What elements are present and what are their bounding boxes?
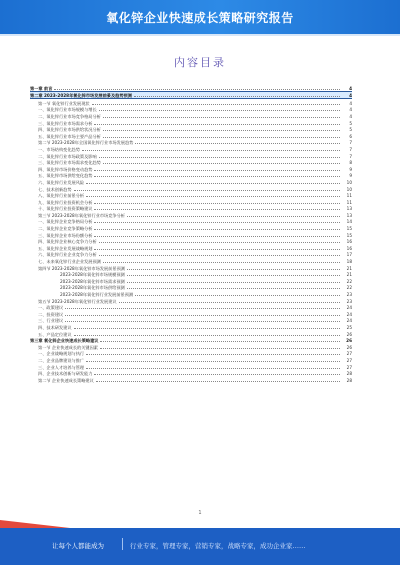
toc-entry-label: 四、氧化锌企业核心竞争力分析 bbox=[38, 239, 97, 245]
toc-entry-label: 三、氧化锌企业市场份额分析 bbox=[38, 232, 93, 238]
toc-leader-dots bbox=[99, 241, 340, 243]
toc-entry[interactable] bbox=[30, 290, 352, 297]
toc-entry-page: 22 bbox=[346, 285, 352, 291]
toc-entry-page: 23 bbox=[346, 292, 352, 297]
toc-leader-dots bbox=[86, 367, 340, 369]
toc-entry-label: 七、技术创新趋势 bbox=[38, 186, 72, 192]
toc-leader-dots bbox=[127, 287, 340, 289]
toc-entry[interactable] bbox=[30, 224, 352, 231]
toc-leader-dots bbox=[96, 380, 340, 382]
toc-entry-page: 9 bbox=[349, 173, 352, 179]
toc-entry-label: 九、氧化锌行业投资机会分析 bbox=[38, 199, 93, 205]
toc-entry-page: 23 bbox=[346, 298, 352, 304]
toc-leader-dots bbox=[94, 169, 340, 171]
toc-leader-dots bbox=[82, 149, 340, 151]
toc-leader-dots bbox=[119, 301, 340, 303]
toc-entry-page: 16 bbox=[346, 245, 352, 251]
toc-entry[interactable] bbox=[30, 192, 352, 199]
report-title: 氧化锌企业快速成长策略研究报告 bbox=[106, 11, 294, 25]
toc-entry-label: 四、氧化锌行业市场供给状况分析 bbox=[38, 127, 101, 133]
toc-leader-dots bbox=[94, 202, 340, 204]
toc-leader-dots bbox=[86, 195, 340, 197]
toc-entry-label: 六、氧化锌行业发展风险 bbox=[38, 179, 85, 185]
toc-entry-page: 25 bbox=[346, 324, 352, 330]
toc-entry-label: 第五节 2023-2028年氧化锌行业发展建议 bbox=[38, 298, 117, 304]
toc-leader-dots bbox=[86, 182, 340, 184]
toc-entry-label: 五、产品定位建议 bbox=[38, 331, 72, 337]
toc-leader-dots bbox=[103, 162, 340, 164]
toc-entry[interactable] bbox=[30, 218, 352, 225]
toc-entry[interactable] bbox=[30, 244, 352, 251]
toc-entry-page: 4 bbox=[349, 100, 352, 106]
toc-leader-dots bbox=[54, 88, 340, 90]
toc-entry-page: 24 bbox=[346, 311, 352, 317]
toc-entry[interactable] bbox=[30, 91, 352, 100]
toc-leader-dots bbox=[94, 248, 340, 250]
toc-entry[interactable] bbox=[30, 84, 352, 91]
toc-entry[interactable] bbox=[30, 343, 352, 350]
toc-leader-dots bbox=[65, 320, 340, 322]
toc-entry-label: 第一章 前言 bbox=[30, 85, 53, 91]
toc-entry-page: 11 bbox=[346, 199, 352, 205]
toc-entry-page: 11 bbox=[346, 193, 352, 199]
toc-entry-page: 27 bbox=[346, 351, 352, 357]
toc-entry[interactable] bbox=[30, 277, 352, 284]
toc-entry[interactable] bbox=[30, 231, 352, 238]
toc-entry[interactable] bbox=[30, 284, 352, 291]
toc-entry-label: 十、氧化锌行业投资策略建议 bbox=[38, 206, 93, 212]
toc-entry-label: 一、市场结构变化趋势 bbox=[38, 146, 80, 152]
toc-entry[interactable] bbox=[30, 178, 352, 185]
toc-heading: 内容目录 bbox=[174, 56, 226, 69]
toc-entry-page: 4 bbox=[349, 85, 352, 91]
footer-divider bbox=[122, 538, 123, 550]
toc-leader-dots bbox=[94, 208, 340, 210]
toc-entry-label: 2023-2028年氧化锌市场规模预测 bbox=[60, 272, 125, 278]
toc-entry-page: 6 bbox=[349, 133, 352, 139]
toc-entry[interactable] bbox=[30, 304, 352, 311]
toc-entry[interactable] bbox=[30, 112, 352, 119]
toc-entry[interactable] bbox=[30, 99, 352, 106]
toc-leader-dots bbox=[65, 314, 340, 316]
toc-entry-page: 16 bbox=[346, 239, 352, 245]
toc-leader-dots bbox=[74, 189, 340, 191]
toc-entry-label: 一、氧化锌行业市场规模与增长 bbox=[38, 107, 97, 113]
toc-entry[interactable] bbox=[30, 205, 352, 212]
toc-entry-label: 三、氧化锌行业市场需求变化趋势 bbox=[38, 160, 101, 166]
toc-leader-dots bbox=[74, 334, 340, 336]
toc-entry-page: 15 bbox=[346, 226, 352, 232]
toc-entry-label: 三、企业人才培养与管理 bbox=[38, 364, 85, 370]
toc-entry[interactable] bbox=[30, 264, 352, 271]
toc-entry-page: 14 bbox=[346, 219, 352, 225]
toc-entry[interactable] bbox=[30, 185, 352, 192]
toc-entry-page: 22 bbox=[346, 278, 352, 284]
toc-entry-page: 28 bbox=[346, 371, 352, 377]
toc-entry-label: 2023-2028年氧化锌行业发展前景预测 bbox=[60, 292, 134, 297]
header-divider bbox=[0, 34, 400, 36]
toc-entry[interactable] bbox=[30, 323, 352, 330]
toc-leader-dots bbox=[100, 340, 340, 342]
toc-entry-page: 8 bbox=[349, 160, 352, 166]
toc-entry-label: 第二章 2023-2028年氧化锌市场发展前景及趋势预测 bbox=[30, 93, 132, 99]
header-band bbox=[0, 0, 400, 34]
toc-leader-dots bbox=[94, 373, 340, 375]
toc-entry-label: 六、氧化锌行业企业竞争力分析 bbox=[38, 252, 97, 258]
toc-entry[interactable] bbox=[30, 238, 352, 245]
toc-entry-label: 三、行业建议 bbox=[38, 318, 64, 324]
toc-entry-label: 第二节 企业快速成长策略建议 bbox=[38, 377, 94, 383]
toc-entry[interactable] bbox=[30, 317, 352, 324]
toc-entry-label: 二、企业品牌建设与推广 bbox=[38, 357, 85, 363]
toc-leader-dots bbox=[94, 175, 340, 177]
toc-entry[interactable] bbox=[30, 363, 352, 370]
toc-entry-page: 13 bbox=[346, 206, 352, 212]
toc-leader-dots bbox=[127, 215, 340, 217]
toc-entry[interactable] bbox=[30, 356, 352, 363]
toc-leader-dots bbox=[94, 123, 340, 125]
toc-leader-dots bbox=[86, 360, 340, 362]
toc-entry[interactable] bbox=[30, 337, 352, 344]
toc-entry-label: 2023-2028年氧化锌市场供给预测 bbox=[60, 285, 125, 291]
toc-entry-label: 二、氧化锌行业市场竞争格局分析 bbox=[38, 113, 101, 119]
toc-entry-page: 24 bbox=[346, 318, 352, 324]
toc-leader-dots bbox=[99, 254, 340, 256]
toc-entry-page: 13 bbox=[346, 212, 352, 218]
toc-entry[interactable] bbox=[30, 257, 352, 264]
toc-entry-label: 第一节 企业快速成长的关键因素 bbox=[38, 344, 98, 350]
toc-leader-dots bbox=[135, 142, 340, 144]
toc-entry-label: 二、氧化锌企业竞争策略分析 bbox=[38, 226, 93, 232]
toc-entry-label: 第三章 氧化锌企业快速成长策略建议 bbox=[30, 338, 99, 344]
toc-leader-dots bbox=[94, 228, 340, 230]
toc-entry[interactable] bbox=[30, 330, 352, 337]
toc-entry-page: 27 bbox=[346, 364, 352, 370]
toc-entry-page: 17 bbox=[346, 252, 352, 258]
toc-entry[interactable] bbox=[30, 211, 352, 218]
toc-entry-label: 五、氧化锌企业发展战略规划 bbox=[38, 245, 93, 251]
toc-leader-dots bbox=[103, 129, 340, 131]
toc-entry-page: 24 bbox=[346, 305, 352, 311]
toc-entry[interactable] bbox=[30, 126, 352, 133]
toc-entry[interactable] bbox=[30, 119, 352, 126]
toc-leader-dots bbox=[99, 109, 340, 111]
toc-entry-label: 一、政策建议 bbox=[38, 305, 64, 311]
toc-leader-dots bbox=[74, 327, 340, 329]
toc-entry-label: 一、企业战略规划与执行 bbox=[38, 351, 85, 357]
toc-entry[interactable] bbox=[30, 376, 352, 383]
toc-entry[interactable] bbox=[30, 139, 352, 146]
toc-entry[interactable] bbox=[30, 198, 352, 205]
toc-entry-page: 4 bbox=[349, 113, 352, 119]
page-number: 1 bbox=[198, 510, 202, 516]
toc-entry-page: 10 bbox=[346, 186, 352, 192]
toc-leader-dots bbox=[92, 103, 340, 105]
toc-entry-page: 21 bbox=[346, 265, 352, 271]
toc-entry-page: 7 bbox=[349, 146, 352, 152]
toc-entry-page: 18 bbox=[346, 259, 352, 265]
toc-leader-dots bbox=[86, 353, 340, 355]
toc-entry-label: 二、投资建议 bbox=[38, 311, 64, 317]
toc-entry-label: 四、技术研发建议 bbox=[38, 324, 72, 330]
toc-entry-label: 五、氧化锌市场供给变化趋势 bbox=[38, 173, 93, 179]
toc-entry[interactable] bbox=[30, 172, 352, 179]
toc-entry-label: 第四节 2023-2028年氧化锌市场发展前景预测 bbox=[38, 265, 125, 271]
footer-slogan: 让每个人都能成为 bbox=[52, 542, 104, 550]
toc-entry-label: 第一节 氧化锌行业发展现状 bbox=[38, 100, 90, 106]
toc-leader-dots bbox=[103, 136, 340, 138]
toc-entry-page: 5 bbox=[349, 120, 352, 126]
toc-entry-label: 八、氧化锌行业前景分析 bbox=[38, 193, 85, 199]
toc-entry-page: 4 bbox=[349, 93, 352, 99]
toc-entry-label: 三、氧化锌行业市场需求分析 bbox=[38, 120, 93, 126]
toc-leader-dots bbox=[99, 156, 340, 158]
toc-entry-page: 15 bbox=[346, 232, 352, 238]
toc-entry-label: 二、氧化锌行业市场政策及影响 bbox=[38, 153, 97, 159]
toc-entry-label: 一、氧化锌企业竞争格局分析 bbox=[38, 219, 93, 225]
toc-leader-dots bbox=[94, 221, 340, 223]
toc-leader-dots bbox=[103, 116, 340, 118]
toc-entry[interactable] bbox=[30, 152, 352, 159]
toc-entry-page: 9 bbox=[349, 166, 352, 172]
toc-entry-label: 2023-2028年氧化锌市场需求预测 bbox=[60, 278, 125, 284]
toc-entry[interactable] bbox=[30, 251, 352, 258]
toc-leader-dots bbox=[127, 268, 340, 270]
toc-entry-page: 28 bbox=[346, 377, 352, 383]
toc-entry-page: 5 bbox=[349, 127, 352, 133]
toc-entry-label: 七、未来氧化锌行业企业发展预测 bbox=[38, 259, 101, 265]
toc-entry[interactable] bbox=[30, 297, 352, 304]
toc-leader-dots bbox=[100, 347, 340, 349]
toc-entry-page: 10 bbox=[346, 179, 352, 185]
toc-entry[interactable] bbox=[30, 271, 352, 278]
toc-leader-dots bbox=[134, 95, 340, 97]
footer-accent-shape bbox=[0, 520, 70, 528]
toc-entry[interactable] bbox=[30, 145, 352, 152]
toc-entry-label: 第二节 2023-2028年全国氧化锌行业市场发展趋势 bbox=[38, 140, 134, 146]
toc-entry-page: 4 bbox=[349, 107, 352, 113]
toc-leader-dots bbox=[127, 281, 340, 283]
toc-entry-label: 五、氧化锌行业市场主要产品分析 bbox=[38, 133, 101, 139]
toc-entry[interactable] bbox=[30, 350, 352, 357]
toc-leader-dots bbox=[135, 294, 340, 296]
toc-entry-page: 26 bbox=[346, 331, 352, 337]
toc-entry[interactable] bbox=[30, 165, 352, 172]
toc-entry-page: 21 bbox=[346, 272, 352, 278]
table-of-contents bbox=[30, 84, 352, 383]
toc-entry-label: 四、氧化锌市场价格变动趋势 bbox=[38, 166, 93, 172]
toc-entry-page: 7 bbox=[349, 140, 352, 146]
toc-entry[interactable] bbox=[30, 310, 352, 317]
toc-entry[interactable] bbox=[30, 370, 352, 377]
footer-tagline: 行业专家，管理专家，营销专家，战略专家，成功企业家…… bbox=[130, 542, 306, 550]
toc-entry-page: 26 bbox=[346, 338, 352, 344]
toc-leader-dots bbox=[94, 235, 340, 237]
toc-leader-dots bbox=[65, 307, 340, 309]
toc-entry-label: 四、企业技术创新与研发能力 bbox=[38, 371, 93, 377]
toc-leader-dots bbox=[103, 261, 340, 263]
toc-entry[interactable] bbox=[30, 106, 352, 113]
toc-entry[interactable] bbox=[30, 159, 352, 166]
toc-entry-page: 26 bbox=[346, 344, 352, 350]
toc-leader-dots bbox=[127, 274, 340, 276]
toc-entry-page: 7 bbox=[349, 153, 352, 159]
toc-entry[interactable] bbox=[30, 132, 352, 139]
toc-entry-label: 第三节 2023-2028年氧化锌行业市场竞争分析 bbox=[38, 212, 125, 218]
toc-entry-page: 27 bbox=[346, 357, 352, 363]
